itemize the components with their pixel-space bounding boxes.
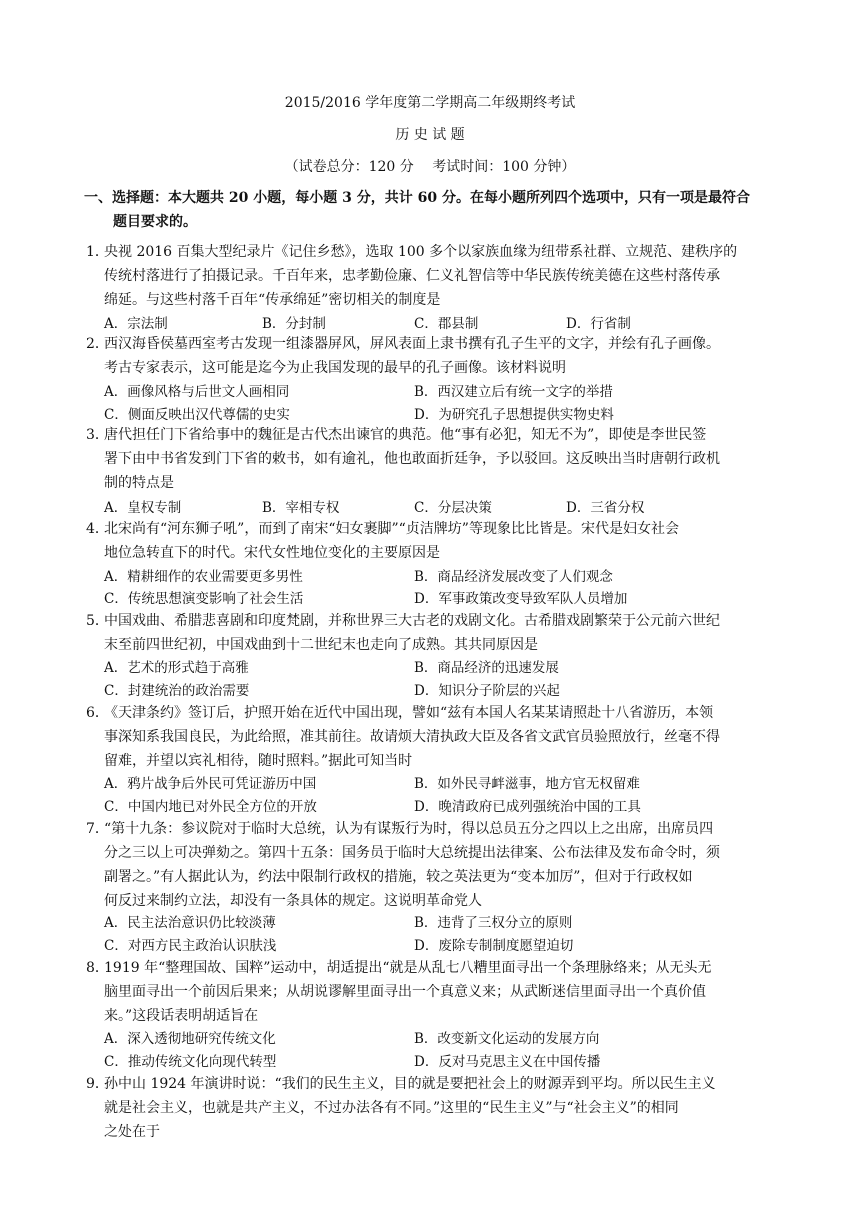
- question-number: 6．: [86, 705, 109, 721]
- option-b: B．宰相专权: [262, 500, 340, 516]
- question-line: 绵延。与这些村落千百年“传承绵延”密切相关的制度是: [104, 292, 441, 308]
- question-line: 西汉海昏侯墓西室考古发现一组漆器屏风，屏风表面上隶书撰有孔子生平的文字，并绘有孔子画像。: [104, 336, 720, 352]
- question-line: 分之三以上可决弹劾之。第四十五条：国务员于临时大总统提出法律案、公布法律及发布命令时，须: [104, 845, 720, 861]
- question-line: 副署之。”有人据此认为，约法中限制行政权的措施，较之英法更为“变本加厉”，但对于行政权如: [104, 869, 693, 885]
- section-heading-line: 题目要求的。: [113, 214, 197, 230]
- question-line: 来。”这段话表明胡适旨在: [104, 1008, 259, 1024]
- question-number: 4．: [86, 521, 109, 537]
- option-c: C．郡县制: [414, 316, 479, 332]
- option-d: D．晚清政府已成列强统治中国的工具: [414, 799, 641, 815]
- option-d: D．行省制: [566, 316, 631, 332]
- question-number: 1．: [86, 244, 109, 260]
- section-heading: [84, 186, 814, 234]
- option-a: A．深入透彻地研究传统文化: [104, 1031, 276, 1047]
- option-a: A．皇权专制: [104, 500, 182, 516]
- option-d: D．三省分权: [566, 500, 645, 516]
- option-c: C．中国内地已对外民全方位的开放: [104, 799, 317, 815]
- option-b: B．如外民寻衅滋事，地方官无权留难: [414, 776, 640, 792]
- option-d: D．为研究孔子思想提供实物史料: [414, 407, 614, 423]
- option-a: A．民主法治意识仍比较淡薄: [104, 915, 276, 931]
- question-line: 传统村落进行了拍摄记录。千百年来，忠孝勤俭廉、仁义礼智信等中华民族传统美德在这些村落传承: [104, 268, 720, 284]
- section-heading-line: 一、选择题：本大题共 20 小题，每小题 3 分，共计 60 分。在每小题所列四个选项中，只有一项是最符合: [84, 190, 750, 206]
- question-line: 央视 2016 百集大型纪录片《记住乡愁》，选取 100 多个以家族血缘为纽带系社群、立规范、建秩序的: [104, 244, 738, 260]
- question-line: 孙中山 1924 年演讲时说：“我们的民生主义，目的就是要把社会上的财源弄到平均。所以民生主义: [104, 1076, 716, 1092]
- option-b: B．西汉建立后有统一文字的举措: [414, 384, 613, 400]
- exam-title: 2015/2016 学年度第二学期高二年级期终考试: [284, 95, 576, 111]
- option-a: A．画像风格与后世文人画相同: [104, 384, 290, 400]
- question-line: 地位急转直下的时代。宋代女性地位变化的主要原因是: [104, 545, 440, 561]
- option-b: B．违背了三权分立的原则: [414, 915, 573, 931]
- question-line: 制的特点是: [104, 475, 174, 491]
- option-b: B．改变新文化运动的发展方向: [414, 1031, 600, 1047]
- option-a: A．鸦片战争后外民可凭证游历中国: [104, 776, 317, 792]
- question-number: 5．: [86, 613, 109, 629]
- option-c: C．传统思想演变影响了社会生活: [104, 591, 304, 607]
- question-line: 末至前四世纪初，中国戏曲到十二世纪末也走向了成熟。其共同原因是: [104, 637, 538, 653]
- option-b: B．商品经济发展改变了人们观念: [414, 569, 613, 585]
- question-number: 9．: [86, 1076, 109, 1092]
- question-line: 何反过来制约立法，却没有一条具体的规定。这说明革命党人: [104, 893, 482, 909]
- question-line: 就是社会主义，也就是共产主义，不过办法各有不同。”这里的“民生主义”与“社会主义”的相同: [104, 1100, 679, 1116]
- question-line: 《天津条约》签订后，护照开始在近代中国出现，譬如“兹有本国人名某某请照赴十八省游历，本领: [104, 705, 714, 721]
- option-a: A．精耕细作的农业需要更多男性: [104, 569, 303, 585]
- question-line: 之处在于: [104, 1124, 160, 1140]
- option-c: C．侧面反映出汉代尊儒的史实: [104, 407, 290, 423]
- option-d: D．废除专制制度愿望迫切: [414, 938, 574, 954]
- question-line: 署下由中书省发到门下省的敕书，如有逾礼，他也敢面折廷争，予以驳回。这反映出当时唐朝行政机: [104, 451, 720, 467]
- question-line: “第十九条：参议院对于临时大总统，认为有谋叛行为时，得以总员五分之四以上之出席，出席员四: [104, 821, 714, 837]
- question-line: 北宋尚有“河东狮子吼”，而到了南宋“妇女裹脚”“贞洁牌坊”等现象比比皆是。宋代是妇女社会: [104, 521, 679, 537]
- question-number: 2．: [86, 336, 109, 352]
- question-number: 3．: [86, 427, 109, 443]
- option-c: C．推动传统文化向现代转型: [104, 1054, 277, 1070]
- exam-info: （试卷总分：120 分 考试时间：100 分钟）: [284, 159, 576, 175]
- question-line: 脑里面寻出一个前因后果来；从胡说谬解里面寻出一个真意义来；从武断迷信里面寻出一个真价值: [104, 984, 706, 1000]
- option-b: B．分封制: [262, 316, 326, 332]
- question-line: 考古专家表示，这可能是迄今为止我国发现的最早的孔子画像。该材料说明: [104, 360, 566, 376]
- option-c: C．封建统治的政治需要: [104, 683, 250, 699]
- subject-title: 历 史 试 题: [395, 127, 465, 143]
- option-b: B．商品经济的迅速发展: [414, 660, 559, 676]
- option-c: C．分层决策: [414, 500, 492, 516]
- option-d: D．反对马克思主义在中国传播: [414, 1054, 601, 1070]
- question-line: 中国戏曲、希腊悲喜剧和印度梵剧，并称世界三大古老的戏剧文化。古希腊戏剧繁荣于公元前六世纪: [104, 613, 720, 629]
- question-number: 7．: [86, 821, 109, 837]
- option-c: C．对西方民主政治认识肤浅: [104, 938, 277, 954]
- option-d: D．知识分子阶层的兴起: [414, 683, 560, 699]
- question-line: 事深知系我国良民，为此给照，准其前往。故请烦大清执政大臣及各省文武官员验照放行，丝毫不得: [104, 729, 720, 745]
- option-d: D．军事政策改变导致军队人员增加: [414, 591, 628, 607]
- option-a: A．宗法制: [104, 316, 168, 332]
- question-line: 留难，并望以宾礼相待，随时照料。”据此可知当时: [104, 753, 413, 769]
- option-a: A．艺术的形式趋于高雅: [104, 660, 249, 676]
- question-number: 8．: [86, 960, 109, 976]
- question-line: 1919 年“整理国故、国粹”运动中，胡适提出“就是从乱七八糟里面寻出一个条理脉络来；从无头无: [104, 960, 712, 976]
- question-line: 唐代担任门下省给事中的魏征是古代杰出谏官的典范。他“事有必犯，知无不为”，即使是李世民签: [104, 427, 707, 443]
